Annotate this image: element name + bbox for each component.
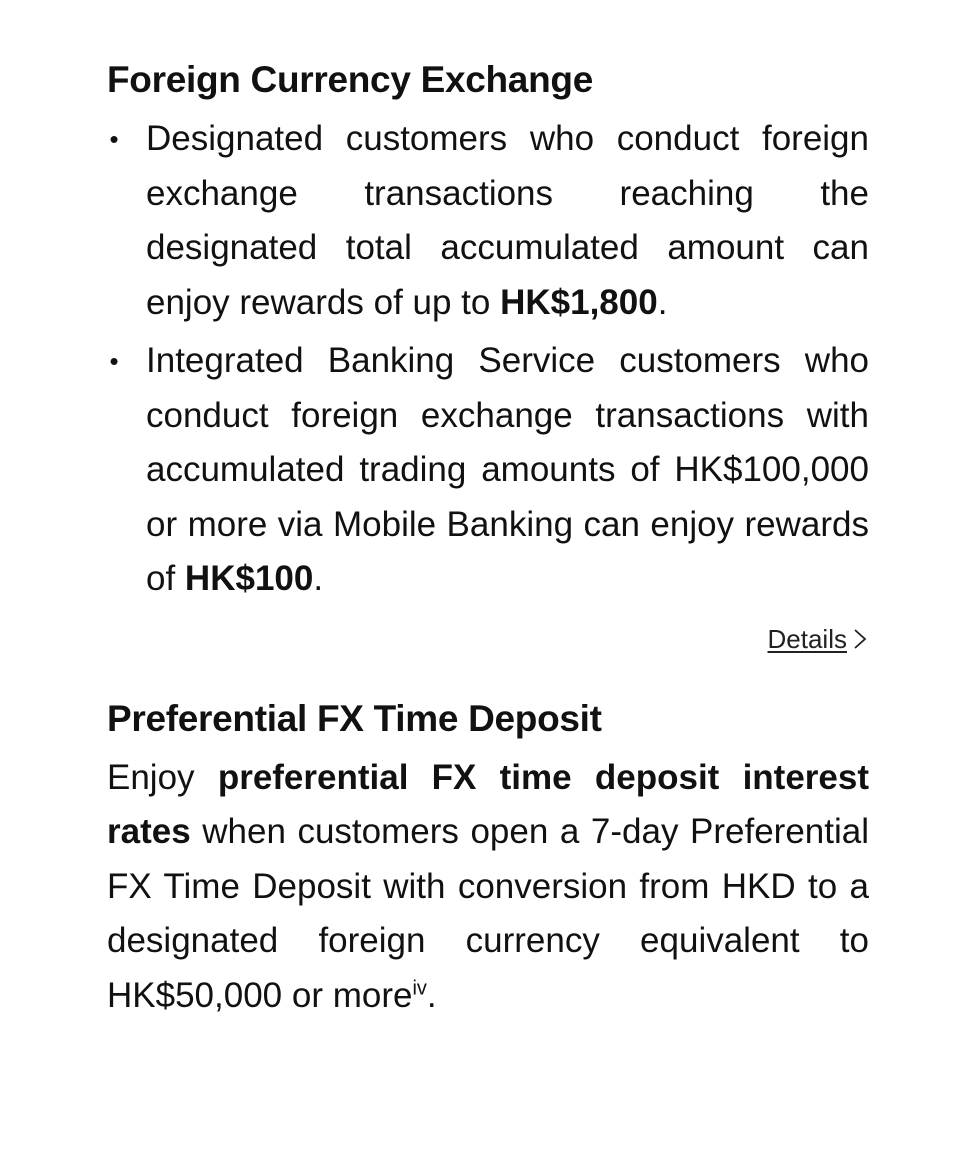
details-link[interactable] [768,621,869,657]
reward-amount: HK$100 [184,559,314,598]
content [107,56,869,1023]
fx-time-deposit-section [107,695,869,1024]
bullet-punctuation: . [313,559,324,598]
bullet-text: Designated customers who conduct foreign exchange transactions reaching the designated total accumulated amount can enjoy rewards of up to [146,119,869,322]
para-text: when customers open a 7-day Preferential FX Time Deposit with conversion from HKD to a designated foreign currency equivalent to HK$50,000 or more [107,812,869,1015]
chevron-right-icon [851,628,869,650]
reward-amount: HK$1,800 [500,282,658,322]
bullet-dot: • [109,124,119,154]
fx-time-deposit-description [107,751,869,1024]
para-punctuation: . [426,975,437,1015]
para-text: Enjoy [107,757,218,797]
bullet-dot: • [109,346,119,376]
para-highlight: preferential FX time deposit interest rates [107,757,869,851]
bullet-item [107,112,869,330]
bullet-punctuation: . [657,282,668,322]
fx-exchange-bullets [107,112,869,607]
footnote-marker: iv [412,976,427,999]
fx-time-deposit-title: Preferential FX Time Deposit [107,697,602,739]
fx-exchange-section [107,56,869,657]
bullet-text: Integrated Banking Service customers who conduct foreign exchange transactions with accumulated trading amounts of HK$100,000 or more via Mobile Banking can enjoy rewards of [146,341,869,598]
details-row [107,621,869,657]
details-label: Details [767,623,847,654]
fx-exchange-title: Foreign Currency Exchange [107,59,593,100]
bullet-item [107,334,869,607]
